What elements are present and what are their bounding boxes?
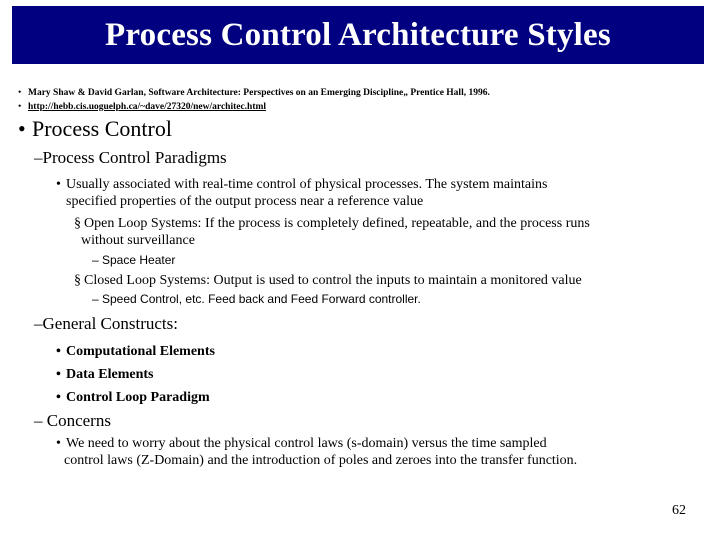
section-mark-icon: §: [74, 273, 81, 288]
bullet-icon: •: [18, 116, 26, 141]
concerns-text1: We need to worry about the physical control laws (s-domain) versus the time sampled: [66, 436, 547, 451]
constructs-list: [56, 340, 215, 409]
bullet-icon: •: [56, 344, 61, 359]
list-item: [56, 386, 215, 409]
bullet-icon: •: [56, 367, 61, 382]
paradigms-intro-line2: specified properties of the output process near a reference value: [66, 194, 424, 209]
concerns-line1: [56, 435, 577, 452]
open-loop-line2: without surveillance: [81, 233, 195, 248]
bullet-icon: •: [56, 390, 61, 405]
construct-label: Data Elements: [66, 367, 154, 382]
bullet-icon: •: [56, 177, 61, 192]
paradigms-intro-text1: Usually associated with real-time control of physical processes. The system maintains: [66, 177, 548, 192]
open-loop-text1: Open Loop Systems: If the process is completely defined, repeatable, and the process runs: [84, 216, 590, 231]
closed-loop-example: – Speed Control, etc. Feed back and Feed Forward controller.: [92, 292, 421, 306]
reference-link: [18, 100, 490, 114]
page-number: 62: [672, 503, 686, 518]
main-heading-text: Process Control: [32, 116, 172, 141]
constructs-heading: –General Constructs:: [34, 314, 178, 333]
closed-loop-item: [74, 272, 582, 289]
list-item: [56, 340, 215, 363]
paradigms-intro: [56, 176, 547, 210]
section-mark-icon: §: [74, 216, 81, 231]
list-item: [56, 363, 215, 386]
reference-book-text: Mary Shaw & David Garlan, Software Architecture: Perspectives on an Emerging Discipline„ Prentice Hall, 1996.: [28, 88, 490, 98]
concerns-heading: – Concerns: [34, 411, 111, 430]
reference-url-link[interactable]: http://hebb.cis.uoguelph.ca/~dave/27320/new/architec.html: [28, 102, 267, 112]
references: [18, 86, 490, 114]
open-loop-item: [74, 215, 590, 249]
open-loop-example: – Space Heater: [92, 253, 176, 267]
bullet-icon: •: [18, 88, 22, 98]
paradigms-heading: –Process Control Paradigms: [34, 148, 227, 167]
concerns-line2: control laws (Z-Domain) and the introduction of poles and zeroes into the transfer function.: [64, 453, 578, 468]
construct-label: Computational Elements: [66, 344, 215, 359]
open-loop-line1: [74, 215, 590, 232]
bullet-icon: •: [18, 102, 22, 112]
closed-loop-text: Closed Loop Systems: Output is used to control the inputs to maintain a monitored value: [84, 273, 582, 288]
reference-book: [18, 86, 490, 100]
title-bar: [12, 6, 704, 64]
concerns-text: [56, 435, 577, 469]
bullet-icon: •: [56, 436, 61, 451]
construct-label: Control Loop Paradigm: [66, 390, 210, 405]
main-heading: [18, 116, 172, 142]
slide-title: Process Control Architecture Styles: [105, 16, 611, 53]
paradigms-intro-line1: [56, 176, 547, 193]
